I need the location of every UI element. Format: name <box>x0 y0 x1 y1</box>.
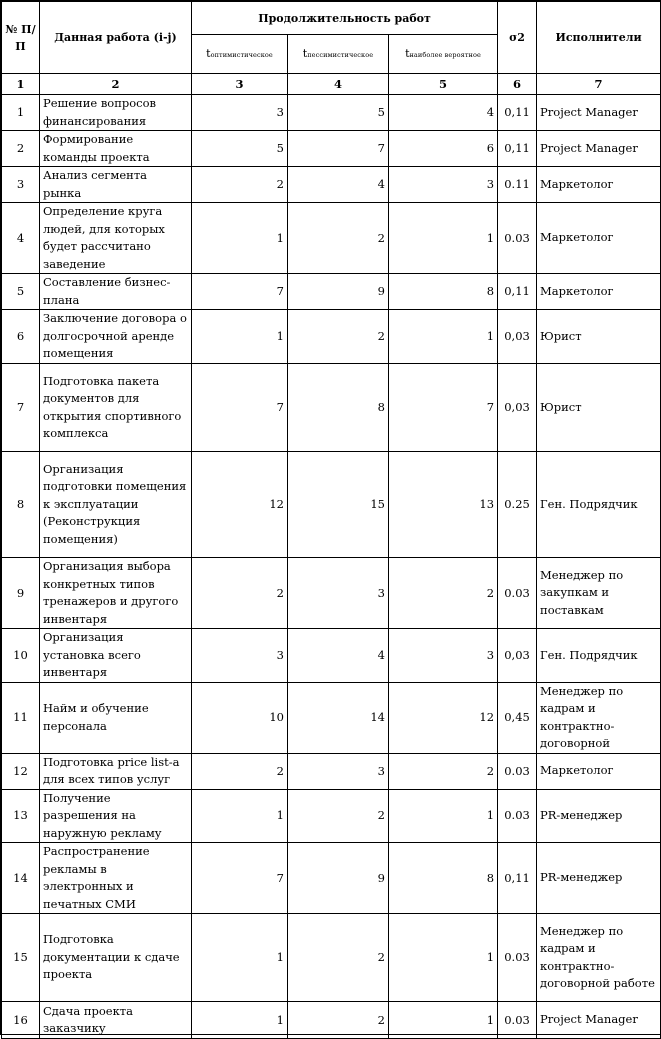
t-likely-value: 1 <box>389 1002 498 1039</box>
row-number: 6 <box>2 310 40 364</box>
executor-name: Менеджер по закупкам и поставкам <box>537 558 661 629</box>
t-likely-value: 1 <box>389 914 498 1002</box>
t-pessimistic-value: 4 <box>288 167 389 203</box>
task-name: Определение круга людей, для которых будет рассчитано заведение <box>40 203 192 274</box>
t-optimistic-value: 5 <box>192 131 288 167</box>
table-row <box>2 914 661 1002</box>
t-optimistic-value: 1 <box>192 914 288 1002</box>
table-row <box>2 203 661 274</box>
t-optimistic-value: 2 <box>192 558 288 629</box>
sigma-value: 0,11 <box>498 95 537 131</box>
executor-name: PR-менеджер <box>537 843 661 914</box>
sigma-value: 0.25 <box>498 452 537 558</box>
t-likely-value: 2 <box>389 558 498 629</box>
t-opt-subscript: оптимистическое <box>210 50 273 59</box>
executor-name: Менеджер по кадрам и контрактно-договорной <box>537 682 661 753</box>
column-number: 6 <box>498 74 537 95</box>
t-likely-value: 4 <box>389 95 498 131</box>
column-number: 2 <box>40 74 192 95</box>
sigma-value: 0,11 <box>498 843 537 914</box>
sigma-value: 0.03 <box>498 789 537 843</box>
row-number: 15 <box>2 914 40 1002</box>
header-t-likely <box>389 35 498 74</box>
t-optimistic-value: 7 <box>192 274 288 310</box>
table-row <box>2 843 661 914</box>
t-pessimistic-value: 2 <box>288 789 389 843</box>
t-likely-value: 1 <box>389 789 498 843</box>
header-sigma: σ2 <box>498 2 537 74</box>
t-optimistic-value: 1 <box>192 789 288 843</box>
executor-name: Project Manager <box>537 1002 661 1039</box>
task-name: Получение разрешения на наружную рекламу <box>40 789 192 843</box>
t-pessimistic-value: 5 <box>288 95 389 131</box>
t-likely-value: 1 <box>389 310 498 364</box>
t-likely-value: 8 <box>389 274 498 310</box>
t-pessimistic-value: 15 <box>288 452 389 558</box>
table-row <box>2 558 661 629</box>
header-row-1 <box>2 2 661 35</box>
t-optimistic-value: 7 <box>192 843 288 914</box>
t-symbol: t <box>302 46 308 60</box>
header-num: № П/П <box>2 2 40 74</box>
row-number: 16 <box>2 1002 40 1039</box>
t-optimistic-value: 12 <box>192 452 288 558</box>
t-pessimistic-value: 2 <box>288 1002 389 1039</box>
t-optimistic-value: 2 <box>192 167 288 203</box>
executor-name: Ген. Подрядчик <box>537 452 661 558</box>
t-likely-value: 3 <box>389 629 498 683</box>
t-likely-value: 12 <box>389 682 498 753</box>
task-name: Организация установка всего инвентаря <box>40 629 192 683</box>
table-row <box>2 131 661 167</box>
table-row <box>2 310 661 364</box>
t-pessimistic-value: 3 <box>288 753 389 789</box>
t-pess-subscript: пессимистическое <box>307 50 374 59</box>
table-row <box>2 274 661 310</box>
t-optimistic-value: 3 <box>192 629 288 683</box>
row-number: 4 <box>2 203 40 274</box>
sigma-value: 0,45 <box>498 682 537 753</box>
table-row <box>2 1002 661 1039</box>
t-likely-value: 8 <box>389 843 498 914</box>
t-symbol: t <box>206 46 211 60</box>
task-name: Организация подготовки помещения к эксплуатации (Реконструкция помещения) <box>40 452 192 558</box>
sigma-value: 0.03 <box>498 1002 537 1039</box>
row-number: 10 <box>2 629 40 683</box>
t-pessimistic-value: 2 <box>288 310 389 364</box>
sigma-value: 0.03 <box>498 753 537 789</box>
t-likely-value: 3 <box>389 167 498 203</box>
t-optimistic-value: 7 <box>192 364 288 452</box>
task-name: Составление бизнес-плана <box>40 274 192 310</box>
header-task: Данная работа (i-j) <box>40 2 192 74</box>
table-row <box>2 789 661 843</box>
t-likely-subscript: наиболее вероятное <box>409 50 481 59</box>
t-likely-value: 13 <box>389 452 498 558</box>
executor-name: Project Manager <box>537 131 661 167</box>
t-optimistic-value: 1 <box>192 203 288 274</box>
executor-name: Юрист <box>537 364 661 452</box>
column-number: 1 <box>2 74 40 95</box>
t-pessimistic-value: 4 <box>288 629 389 683</box>
executor-name: Project Manager <box>537 95 661 131</box>
task-name: Организация выбора конкретных типов тренажеров и другого инвентаря <box>40 558 192 629</box>
sigma-value: 0,11 <box>498 131 537 167</box>
task-name: Анализ сегмента рынка <box>40 167 192 203</box>
sigma-value: 0,03 <box>498 310 537 364</box>
sigma-value: 0,03 <box>498 629 537 683</box>
t-symbol: t <box>405 46 410 60</box>
sigma-value: 0.03 <box>498 914 537 1002</box>
row-number: 7 <box>2 364 40 452</box>
column-number: 5 <box>389 74 498 95</box>
executor-name: Менеджер по кадрам и контрактно-договорной работе <box>537 914 661 1002</box>
task-name: Заключение договора о долгосрочной аренде помещения <box>40 310 192 364</box>
t-likely-value: 2 <box>389 753 498 789</box>
t-pessimistic-value: 9 <box>288 843 389 914</box>
task-name: Сдача проекта заказчику <box>40 1002 192 1039</box>
executor-name: Маркетолог <box>537 274 661 310</box>
task-name: Решение вопросов финансирования <box>40 95 192 131</box>
task-name: Формирование команды проекта <box>40 131 192 167</box>
table-row <box>2 629 661 683</box>
row-number: 2 <box>2 131 40 167</box>
row-number: 12 <box>2 753 40 789</box>
task-name: Подготовка пакета документов для открытия спортивного комплекса <box>40 364 192 452</box>
row-number: 14 <box>2 843 40 914</box>
row-number: 13 <box>2 789 40 843</box>
row-number: 11 <box>2 682 40 753</box>
t-optimistic-value: 3 <box>192 95 288 131</box>
column-number: 4 <box>288 74 389 95</box>
table-row <box>2 753 661 789</box>
work-duration-table <box>1 1 661 1039</box>
header-duration: Продолжительность работ <box>192 2 498 35</box>
t-pessimistic-value: 14 <box>288 682 389 753</box>
t-pessimistic-value: 9 <box>288 274 389 310</box>
table-row <box>2 682 661 753</box>
executor-name: Юрист <box>537 310 661 364</box>
t-pessimistic-value: 3 <box>288 558 389 629</box>
t-likely-value: 6 <box>389 131 498 167</box>
column-number-row <box>2 74 661 95</box>
t-pessimistic-value: 8 <box>288 364 389 452</box>
row-number: 3 <box>2 167 40 203</box>
sigma-value: 0.11 <box>498 167 537 203</box>
sigma-value: 0.03 <box>498 203 537 274</box>
column-number: 7 <box>537 74 661 95</box>
header-t-optimistic <box>192 35 288 74</box>
sigma-value: 0.03 <box>498 558 537 629</box>
sigma-value: 0,03 <box>498 364 537 452</box>
task-name: Подготовка документации к сдаче проекта <box>40 914 192 1002</box>
row-number: 1 <box>2 95 40 131</box>
executor-name: Маркетолог <box>537 753 661 789</box>
table-row <box>2 364 661 452</box>
t-optimistic-value: 1 <box>192 1002 288 1039</box>
header-executors: Исполнители <box>537 2 661 74</box>
executor-name: PR-менеджер <box>537 789 661 843</box>
t-pessimistic-value: 2 <box>288 914 389 1002</box>
t-pessimistic-value: 7 <box>288 131 389 167</box>
t-optimistic-value: 2 <box>192 753 288 789</box>
executor-name: Маркетолог <box>537 167 661 203</box>
executor-name: Ген. Подрядчик <box>537 629 661 683</box>
row-number: 9 <box>2 558 40 629</box>
task-name: Найм и обучение персонала <box>40 682 192 753</box>
row-number: 5 <box>2 274 40 310</box>
sigma-value: 0,11 <box>498 274 537 310</box>
table-row <box>2 167 661 203</box>
t-likely-value: 1 <box>389 203 498 274</box>
header-t-pessimistic <box>288 35 389 74</box>
t-pessimistic-value: 2 <box>288 203 389 274</box>
task-name: Подготовка price list-а для всех типов услуг <box>40 753 192 789</box>
table-row <box>2 95 661 131</box>
t-likely-value: 7 <box>389 364 498 452</box>
t-optimistic-value: 10 <box>192 682 288 753</box>
task-name: Распространение рекламы в электронных и печатных СМИ <box>40 843 192 914</box>
row-number: 8 <box>2 452 40 558</box>
t-optimistic-value: 1 <box>192 310 288 364</box>
column-number: 3 <box>192 74 288 95</box>
table-row <box>2 452 661 558</box>
executor-name: Маркетолог <box>537 203 661 274</box>
